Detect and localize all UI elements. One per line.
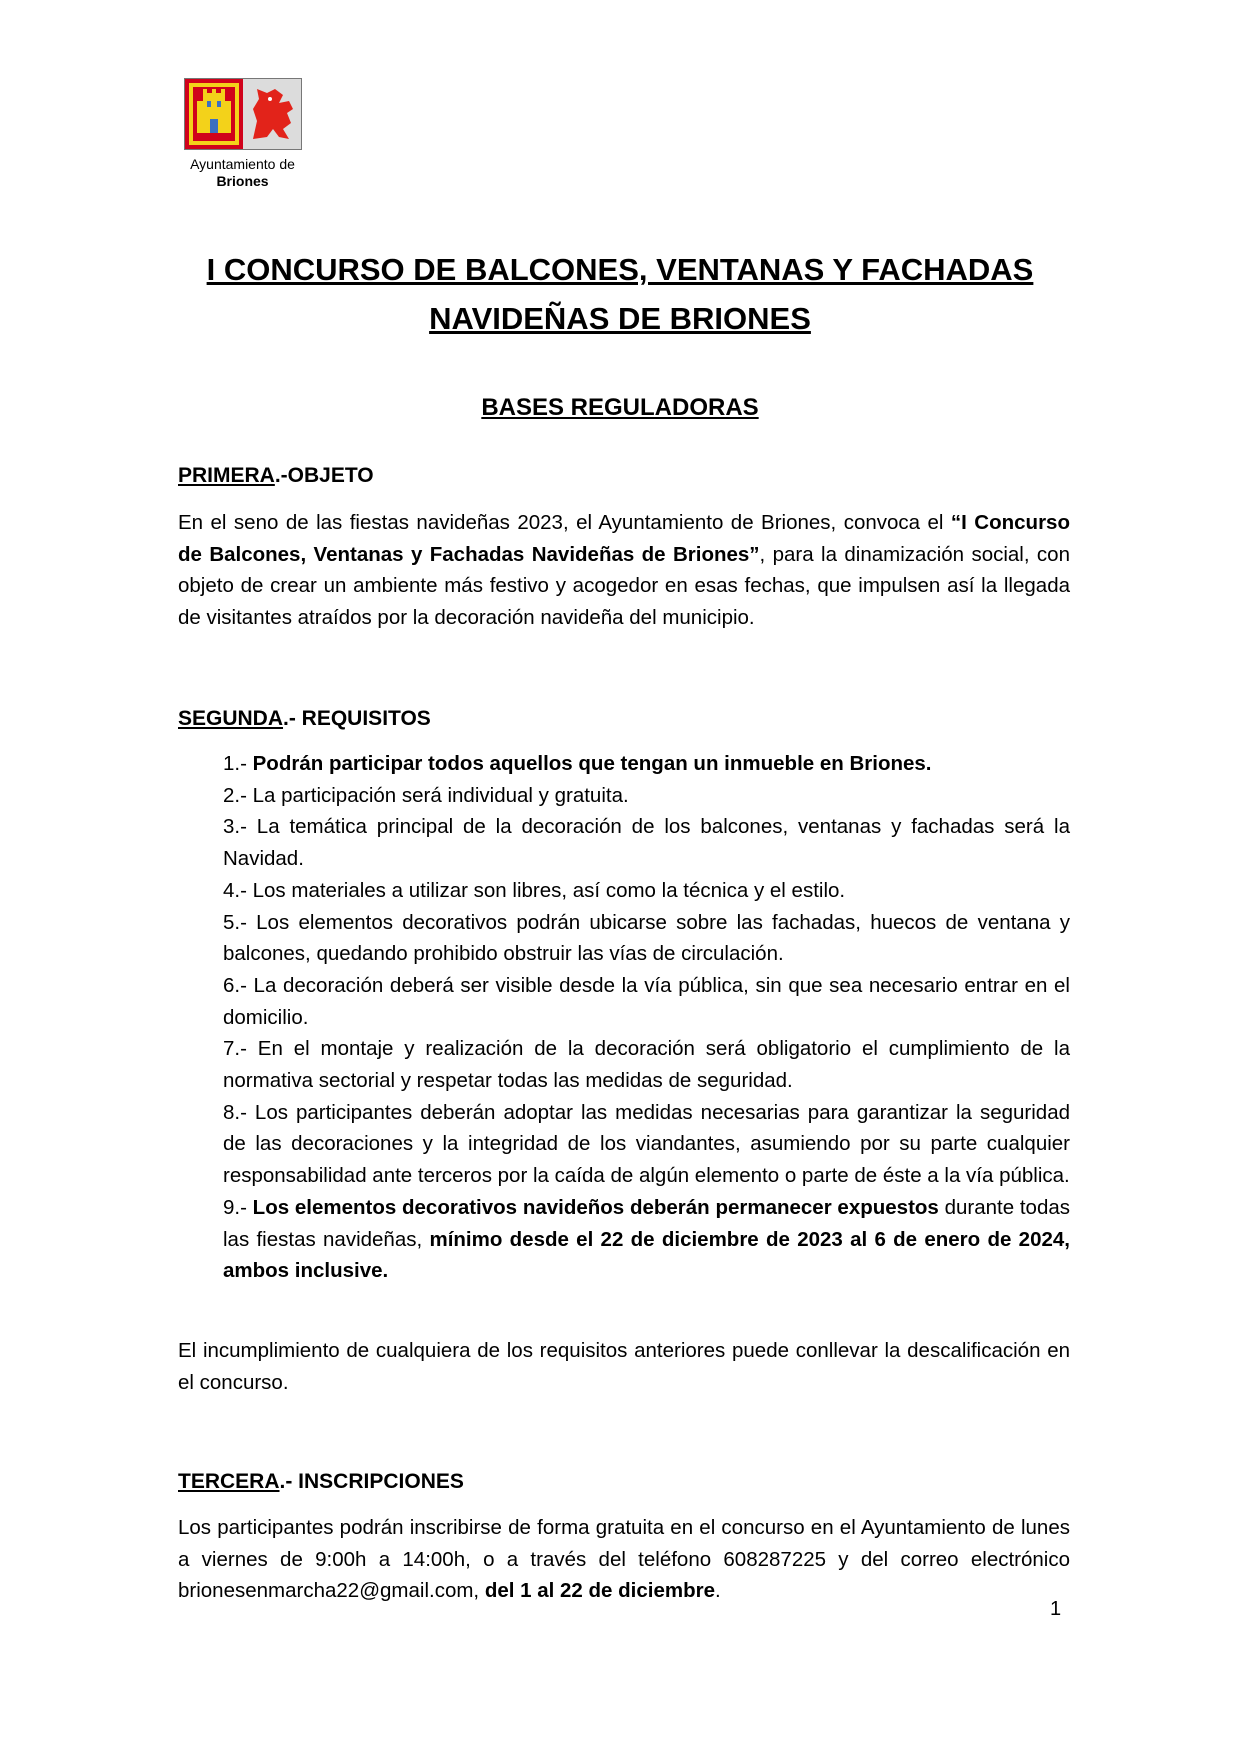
section-paragraph-inscripciones bbox=[178, 1512, 1070, 1607]
item-number: 9.- bbox=[223, 1195, 253, 1219]
ayuntamiento-logo bbox=[180, 78, 310, 190]
item-number: 1.- bbox=[223, 752, 253, 775]
section-heading-tercera bbox=[178, 1466, 464, 1498]
logo-caption bbox=[180, 156, 305, 190]
item-text: 5.- Los elementos decorativos podrán ubicarse sobre las fachadas, huecos de ventana y balcones, quedando prohibido obstruir las vías de circulación. bbox=[223, 910, 1070, 966]
list-item bbox=[223, 748, 1070, 780]
section-name: .- INSCRIPCIONES bbox=[279, 1470, 464, 1493]
list-item bbox=[223, 970, 1070, 1033]
logo-line-ayuntamiento: Ayuntamiento de bbox=[190, 156, 295, 172]
item-text: 7.- En el montaje y realización de la decoración será obligatorio el cumplimiento de la normativa sectorial y respetar todas las medidas de seguridad. bbox=[223, 1037, 1070, 1093]
item-text-bold: Los elementos decorativos navideños deberán permanecer expuestos bbox=[252, 1195, 939, 1219]
requirements-list bbox=[223, 748, 1070, 1287]
item-text: durante todas las fiestas navideñas, bbox=[223, 1195, 1070, 1251]
list-item bbox=[223, 780, 1070, 812]
paragraph-text: Los participantes podrán inscribirse de forma gratuita en el concurso en el Ayuntamiento de lunes a viernes de 9:00h a 14:00h, o a través del teléfono 608287225 y del correo electrónico brionesenmarcha22@gmail.com, bbox=[178, 1516, 1070, 1603]
item-text: 3.- La temática principal de la decoración de los balcones, ventanas y fachadas será la Navidad. bbox=[223, 815, 1070, 871]
section-number: PRIMERA bbox=[178, 464, 275, 487]
list-item bbox=[223, 1097, 1070, 1192]
lion-quarter-icon bbox=[243, 79, 301, 149]
section-heading-segunda bbox=[178, 703, 431, 735]
paragraph-text: , para la dinamización social, con objeto de crear un ambiente más festivo y acogedor en esas fechas, que impulsen así la llegada de visitantes atraídos por la decoración navideña del municipio. bbox=[178, 542, 1070, 630]
list-item bbox=[223, 811, 1070, 874]
item-text: 8.- Los participantes deberán adoptar las medidas necesarias para garantizar la seguridad de las decoraciones y la integridad de los viandantes, asumiendo por su parte cualquier responsabilidad ante terceros por la caída de algún elemento o parte de éste a la vía pública. bbox=[223, 1100, 1070, 1188]
list-item bbox=[223, 1033, 1070, 1096]
logo-line-town: Briones bbox=[216, 173, 269, 189]
section-number: SEGUNDA bbox=[178, 707, 284, 730]
castle-quarter-icon bbox=[185, 79, 243, 149]
list-item bbox=[223, 875, 1070, 907]
item-text: Podrán participar todos aquellos que tengan un inmueble en Briones. bbox=[252, 752, 932, 775]
title-line-1: I CONCURSO DE BALCONES, VENTANAS Y FACHADAS bbox=[206, 252, 1034, 287]
list-item bbox=[223, 1192, 1070, 1287]
section-paragraph-objeto bbox=[178, 507, 1070, 634]
document-subtitle: BASES REGULADORAS bbox=[481, 394, 759, 421]
item-text: 6.- La decoración deberá ser visible desde la vía pública, sin que sea necesario entrar en el domicilio. bbox=[223, 973, 1070, 1029]
section-heading-primera bbox=[178, 460, 374, 492]
item-text: 2.- La participación será individual y gratuita. bbox=[223, 783, 629, 807]
requirements-closing: El incumplimiento de cualquiera de los requisitos anteriores puede conllevar la descalificación en el concurso. bbox=[178, 1339, 1070, 1394]
item-text-bold: mínimo desde el 22 de diciembre de 2023 al 6 de enero de 2024, ambos inclusive. bbox=[223, 1227, 1070, 1283]
section-number: TERCERA bbox=[178, 1470, 280, 1493]
registration-dates: del 1 al 22 de diciembre bbox=[484, 1579, 715, 1603]
document-title bbox=[178, 245, 1062, 343]
contest-name: “I Concurso de Balcones, Ventanas y Fachadas Navideñas de Briones” bbox=[178, 511, 1070, 566]
coat-of-arms-icon bbox=[184, 78, 302, 150]
page-number: 1 bbox=[1050, 1598, 1062, 1620]
item-text: 4.- Los materiales a utilizar son libres, así como la técnica y el estilo. bbox=[223, 878, 846, 902]
list-item bbox=[223, 907, 1070, 970]
paragraph-text: . bbox=[714, 1579, 721, 1603]
section-name: .-OBJETO bbox=[274, 464, 374, 487]
section-name: .- REQUISITOS bbox=[283, 707, 431, 730]
title-line-2: NAVIDEÑAS DE BRIONES bbox=[429, 301, 811, 336]
paragraph-text: En el seno de las fiestas navideñas 2023, el Ayuntamiento de Briones, convoca el bbox=[178, 511, 951, 534]
